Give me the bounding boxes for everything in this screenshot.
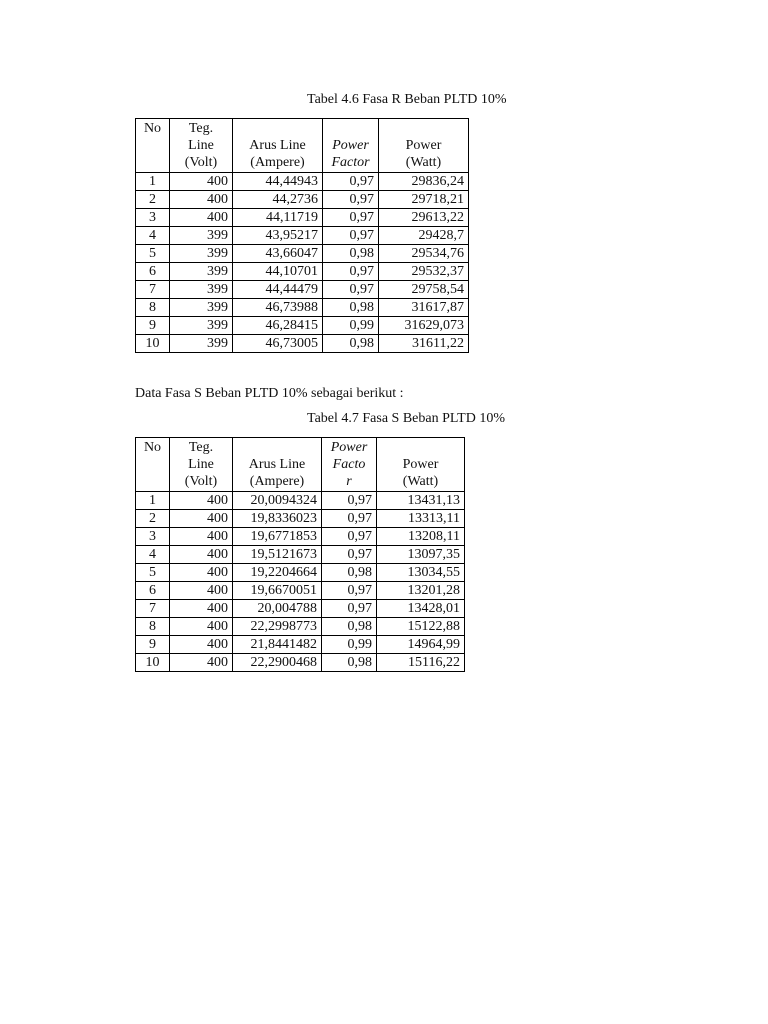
cell-power: 29532,37 [379,263,469,281]
cell-power: 13097,35 [377,546,465,564]
cell-power-factor: 0,97 [322,492,377,510]
cell-voltage: 399 [170,317,233,335]
cell-current: 43,95217 [233,227,323,245]
cell-power-factor: 0,97 [323,227,379,245]
cell-current: 22,2998773 [233,618,322,636]
cell-no: 2 [136,510,170,528]
cell-voltage: 400 [170,528,233,546]
table-row [136,618,465,636]
header-line: (Volt) [184,155,218,170]
cell-current: 43,66047 [233,245,323,263]
cell-voltage: 399 [170,227,233,245]
cell-current: 19,6771853 [233,528,322,546]
header-power-factor [322,438,377,492]
header-line: Arus Line [248,457,306,472]
cell-no: 10 [136,335,170,353]
cell-voltage: 400 [170,546,233,564]
header-line: (Ampere) [249,474,305,489]
cell-current: 44,2736 [233,191,323,209]
table-row [136,528,465,546]
cell-power: 29428,7 [379,227,469,245]
table-row [136,510,465,528]
cell-power-factor: 0,98 [322,564,377,582]
cell-power-factor: 0,97 [323,209,379,227]
phase-s-table [135,437,465,672]
header-line: Facto [332,457,366,472]
cell-power: 13208,11 [377,528,465,546]
header-line: Line [188,138,214,153]
header-power-factor [323,119,379,173]
cell-no: 7 [136,600,170,618]
table-row [136,546,465,564]
cell-no: 8 [136,618,170,636]
cell-power: 13201,28 [377,582,465,600]
cell-power: 15122,88 [377,618,465,636]
cell-voltage: 399 [170,263,233,281]
cell-power: 31617,87 [379,299,469,317]
cell-current: 19,8336023 [233,510,322,528]
header-line: r [346,474,352,489]
cell-no: 7 [136,281,170,299]
cell-voltage: 400 [170,564,233,582]
cell-no: 8 [136,299,170,317]
cell-power: 29836,24 [379,173,469,191]
cell-voltage: 399 [170,335,233,353]
cell-power-factor: 0,97 [322,600,377,618]
cell-power-factor: 0,98 [322,654,377,672]
cell-power-factor: 0,98 [322,618,377,636]
cell-power: 13313,11 [377,510,465,528]
cell-voltage: 400 [170,654,233,672]
table-header-row [136,119,469,173]
cell-current: 19,5121673 [233,546,322,564]
cell-voltage: 400 [170,618,233,636]
cell-current: 46,73005 [233,335,323,353]
cell-no: 5 [136,245,170,263]
header-power [377,438,465,492]
cell-voltage: 400 [170,191,233,209]
cell-power-factor: 0,98 [323,335,379,353]
cell-voltage: 400 [170,209,233,227]
cell-power-factor: 0,97 [323,263,379,281]
header-line: Power [405,138,442,153]
cell-power: 29613,22 [379,209,469,227]
cell-current: 44,10701 [233,263,323,281]
table-row [136,263,469,281]
cell-power-factor: 0,99 [323,317,379,335]
cell-current: 19,6670051 [233,582,322,600]
cell-voltage: 399 [170,245,233,263]
table-row [136,281,469,299]
cell-power: 13431,13 [377,492,465,510]
table-row [136,209,469,227]
body-paragraph: Data Fasa S Beban PLTD 10% sebagai berikut : [135,386,404,401]
cell-voltage: 400 [170,600,233,618]
cell-current: 44,11719 [233,209,323,227]
cell-no: 3 [136,209,170,227]
header-line: Power [402,457,439,472]
cell-power: 31611,22 [379,335,469,353]
cell-no: 4 [136,227,170,245]
cell-voltage: 400 [170,510,233,528]
table-row [136,227,469,245]
cell-power: 13034,55 [377,564,465,582]
header-power [379,119,469,173]
cell-power-factor: 0,99 [322,636,377,654]
cell-no: 1 [136,173,170,191]
cell-current: 22,2900468 [233,654,322,672]
header-line: (Watt) [405,155,442,170]
cell-power-factor: 0,97 [323,281,379,299]
header-arus-line [233,438,322,492]
cell-power-factor: 0,97 [322,528,377,546]
cell-no: 2 [136,191,170,209]
table-row [136,317,469,335]
table-row [136,191,469,209]
header-line: Factor [331,155,370,170]
cell-current: 44,44943 [233,173,323,191]
cell-no: 3 [136,528,170,546]
cell-voltage: 399 [170,281,233,299]
header-no: No [136,119,170,173]
cell-no: 6 [136,263,170,281]
cell-power-factor: 0,98 [323,299,379,317]
cell-current: 21,8441482 [233,636,322,654]
header-line: Power [332,138,369,153]
cell-power-factor: 0,98 [323,245,379,263]
table-header-row [136,438,465,492]
cell-voltage: 399 [170,299,233,317]
table-row [136,654,465,672]
cell-power: 29718,21 [379,191,469,209]
cell-voltage: 400 [170,173,233,191]
cell-power: 29534,76 [379,245,469,263]
cell-current: 20,004788 [233,600,322,618]
cell-power: 15116,22 [377,654,465,672]
cell-power: 14964,99 [377,636,465,654]
header-arus-line [233,119,323,173]
table-caption: Tabel 4.7 Fasa S Beban PLTD 10% [307,411,505,426]
cell-voltage: 400 [170,636,233,654]
cell-no: 4 [136,546,170,564]
header-teg-line [170,119,233,173]
header-line: Teg. [188,440,214,455]
cell-power: 29758,54 [379,281,469,299]
header-line: Arus Line [249,138,306,153]
cell-current: 46,73988 [233,299,323,317]
cell-current: 44,44479 [233,281,323,299]
cell-current: 20,0094324 [233,492,322,510]
table-row [136,245,469,263]
table-row [136,335,469,353]
header-no: No [136,438,170,492]
cell-no: 9 [136,317,170,335]
table-row [136,492,465,510]
header-line: (Ampere) [250,155,305,170]
cell-power-factor: 0,97 [323,191,379,209]
cell-no: 6 [136,582,170,600]
cell-current: 46,28415 [233,317,323,335]
header-line: Power [330,440,368,455]
phase-r-table [135,118,469,353]
table-row [136,582,465,600]
cell-no: 5 [136,564,170,582]
cell-power: 31629,073 [379,317,469,335]
table-row [136,636,465,654]
table-caption: Tabel 4.6 Fasa R Beban PLTD 10% [307,92,507,107]
cell-power-factor: 0,97 [323,173,379,191]
cell-no: 10 [136,654,170,672]
cell-no: 9 [136,636,170,654]
cell-power: 13428,01 [377,600,465,618]
table-row [136,600,465,618]
cell-current: 19,2204664 [233,564,322,582]
cell-no: 1 [136,492,170,510]
cell-voltage: 400 [170,582,233,600]
table-row [136,299,469,317]
header-line: Teg. [188,121,214,136]
cell-power-factor: 0,97 [322,510,377,528]
header-line: Line [188,457,214,472]
cell-power-factor: 0,97 [322,582,377,600]
table-row [136,564,465,582]
table-row [136,173,469,191]
cell-power-factor: 0,97 [322,546,377,564]
header-line: (Watt) [402,474,439,489]
header-line: (Volt) [184,474,218,489]
cell-voltage: 400 [170,492,233,510]
header-teg-line [170,438,233,492]
